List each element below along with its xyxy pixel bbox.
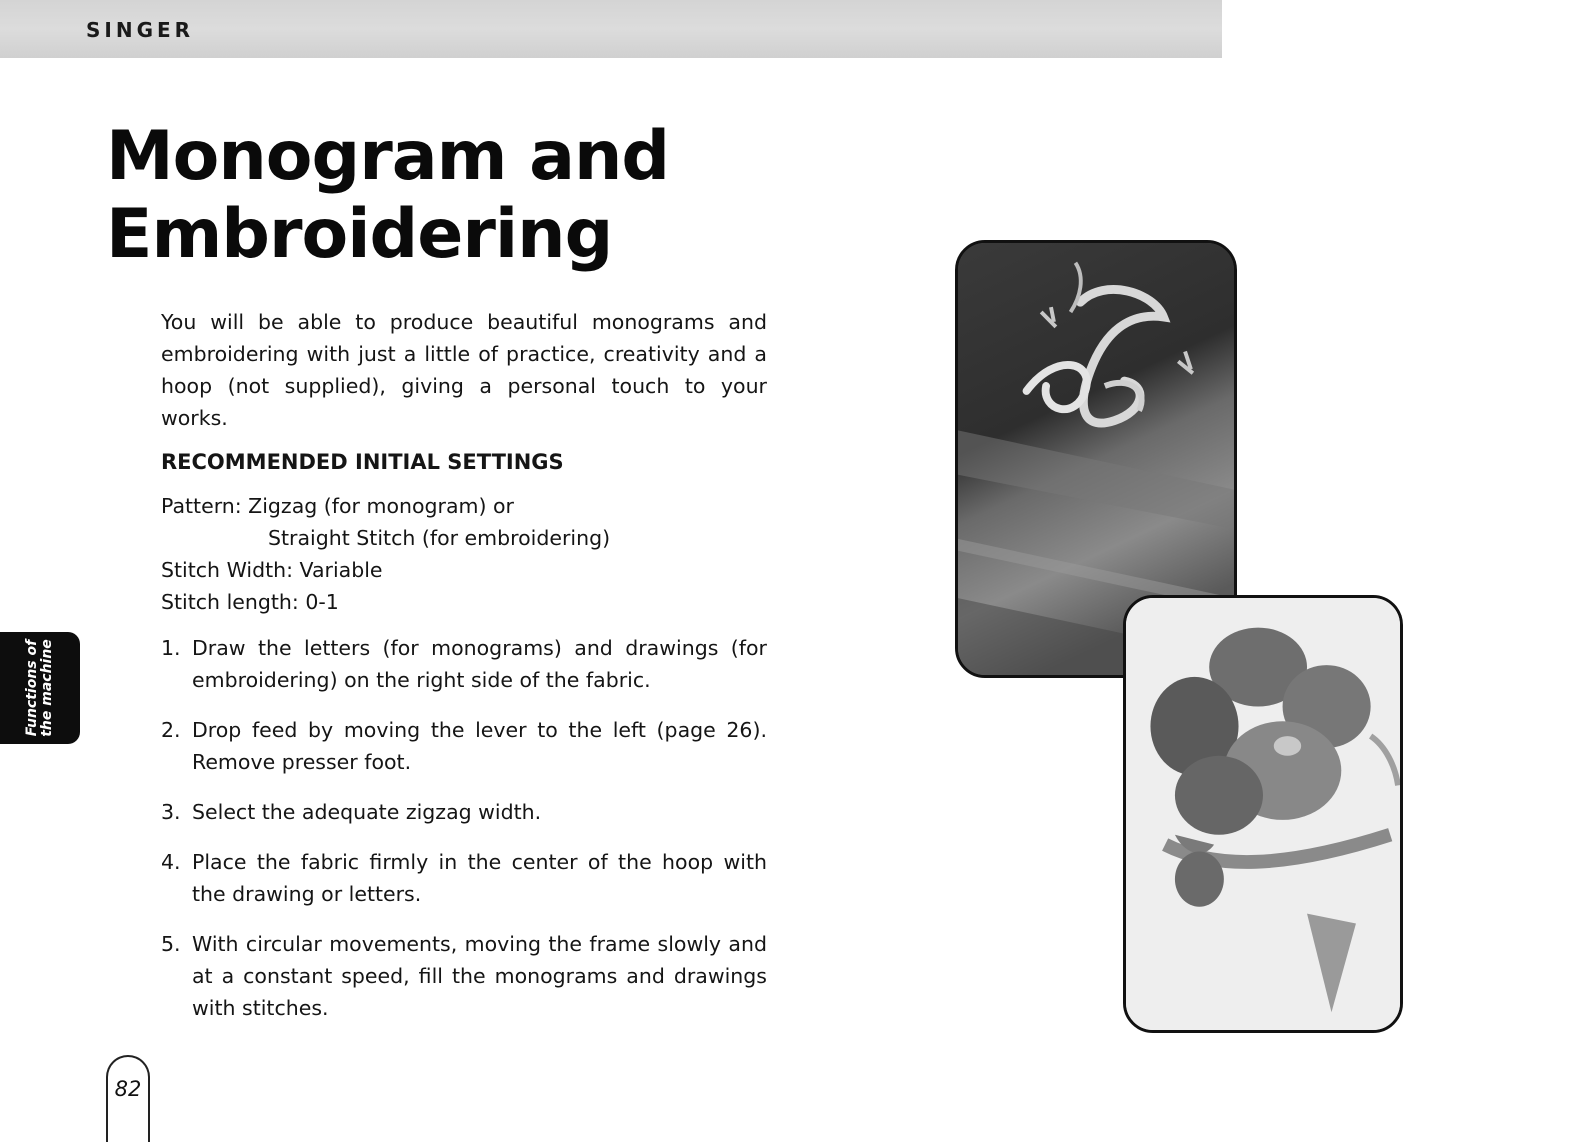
settings-heading: RECOMMENDED INITIAL SETTINGS [161,450,564,474]
pattern-setting-alt: Straight Stitch (for embroidering) [268,526,611,550]
step-item [161,714,767,778]
step-number: 1. [161,636,181,660]
intro-paragraph: You will be able to produce beautiful monograms and embroidering with just a little of practice, creativity and a hoop (not supplied), giving a personal touch to your works. [161,310,767,430]
title-line-2: Embroidering [106,195,613,274]
section-tab-line-1: Functions of [24,639,40,737]
section-tab-line-2: the machine [39,639,55,737]
step-item [161,928,767,1024]
main-content [161,306,767,1042]
step-text: Place the fabric firmly in the center of the hoop with the drawing or letters. [192,850,767,906]
stitch-width-setting: Stitch Width: Variable [161,558,383,582]
step-number: 3. [161,800,181,824]
title-line-1: Monogram and [106,117,670,196]
step-item [161,796,767,828]
step-item [161,846,767,910]
section-tab [0,632,80,744]
page-number-box [106,1055,150,1142]
pattern-setting: Pattern: Zigzag (for monogram) or [161,494,514,518]
steps-list [161,632,767,1024]
step-text: Draw the letters (for monograms) and drawings (for embroidering) on the right side of the fabric. [192,636,767,692]
step-number: 5. [161,932,181,956]
step-text: With circular movements, moving the frame slowly and at a constant speed, fill the monograms and drawings with stitches. [192,932,767,1020]
page-number: 82 [114,1077,142,1101]
step-text: Select the adequate zigzag width. [192,800,542,824]
section-tab-label [25,639,55,737]
step-number: 4. [161,850,181,874]
step-text: Drop feed by moving the lever to the left (page 26). Remove presser foot. [192,718,767,774]
step-number: 2. [161,718,181,742]
stitch-length-setting: Stitch length: 0-1 [161,590,339,614]
flower-embroidery-photo [1123,595,1403,1033]
page-title [106,118,669,274]
header-bar [0,0,1222,58]
brand-logo: SINGER [86,18,195,42]
step-item [161,632,767,696]
flower-image [1126,598,1400,1030]
settings-block [161,490,767,618]
